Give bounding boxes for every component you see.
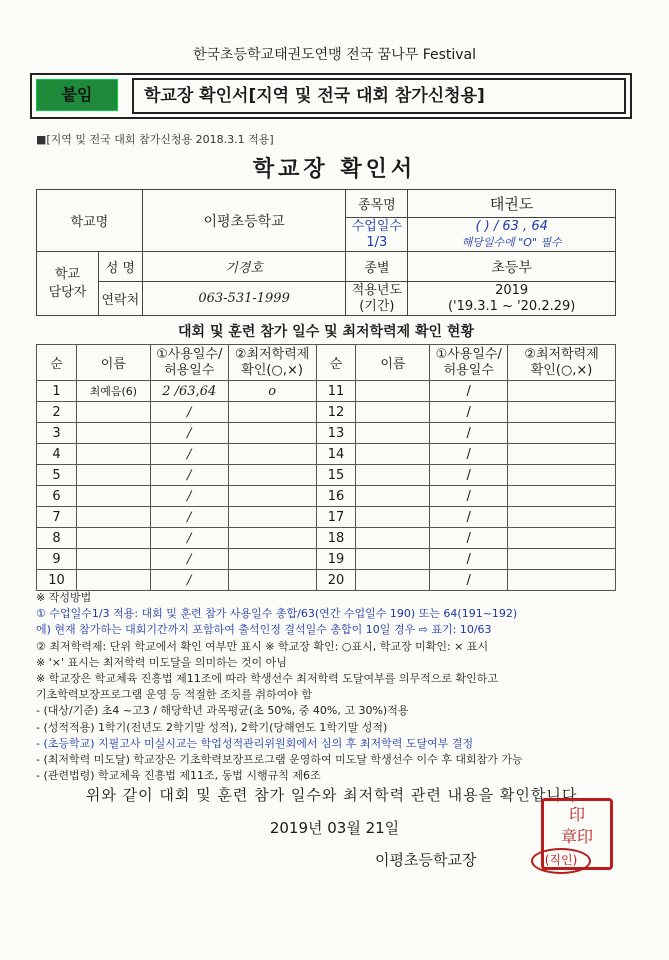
row-name [356, 444, 430, 465]
school-name-label: 학교명 [37, 190, 143, 252]
table-row [37, 528, 616, 549]
row-check [508, 486, 616, 507]
row-name [76, 570, 150, 591]
row-no: 7 [37, 507, 77, 528]
row-no: 18 [316, 528, 356, 549]
row-name [356, 465, 430, 486]
seal-mark: (직인) [531, 848, 591, 874]
row-check [508, 570, 616, 591]
row-days: / [430, 423, 508, 444]
row-check [228, 465, 316, 486]
col-days: ①사용일수/ 허용일수 [150, 345, 228, 381]
row-name [356, 486, 430, 507]
school-info-table [36, 189, 616, 316]
row-name [76, 528, 150, 549]
attachment-badge: 붙임 [36, 79, 118, 111]
year-label-1: 적용년도 [351, 282, 402, 298]
row-check [508, 402, 616, 423]
col-no-right: 순 [316, 345, 356, 381]
row-days: / [150, 402, 228, 423]
row-check [228, 507, 316, 528]
writing-instructions [36, 590, 636, 784]
instruction-line: - (최저학력 미도달) 학교장은 기초학력보장프로그램 운영하여 미도달 학생선수 이수 후 대회참가 가능 [36, 753, 523, 767]
row-no: 15 [316, 465, 356, 486]
row-check [508, 381, 616, 402]
row-no: 10 [37, 570, 77, 591]
row-name [76, 423, 150, 444]
row-name [76, 507, 150, 528]
event-value: 태권도 [408, 190, 616, 218]
row-check [228, 528, 316, 549]
row-no: 3 [37, 423, 77, 444]
status-heading: 대회 및 훈련 참가 일수 및 최저학력제 확인 현황 [178, 324, 474, 340]
table-row [37, 423, 616, 444]
attachment-title: 학교장 확인서[지역 및 전국 대회 참가신청용] [132, 78, 626, 114]
row-no: 1 [37, 381, 77, 402]
school-days-value [408, 218, 616, 252]
table-row [37, 465, 616, 486]
row-days: / [150, 465, 228, 486]
row-days: / [150, 486, 228, 507]
row-name [76, 465, 150, 486]
row-no: 20 [316, 570, 356, 591]
row-name [356, 570, 430, 591]
row-check [508, 528, 616, 549]
row-no: 13 [316, 423, 356, 444]
attachment-header [30, 73, 632, 119]
table-row [37, 570, 616, 591]
name-label: 성 명 [98, 252, 142, 282]
row-no: 11 [316, 381, 356, 402]
festival-title: 한국초등학교태권도연맹 전국 꿈나무 Festival [192, 47, 477, 63]
row-no: 19 [316, 549, 356, 570]
row-check [508, 549, 616, 570]
row-days: / [430, 381, 508, 402]
table-row [37, 549, 616, 570]
instruction-line: - (성적적용) 1학기(전년도 2학기말 성적), 2학기(당해연도 1학기말 성적) [36, 720, 388, 734]
name-value: 기경호 [142, 252, 346, 282]
row-days: / [150, 570, 228, 591]
instruction-line: ② 최저학력제: 단위 학교에서 확인 여부만 표시 ※ 학교장 확인: ○표시, 학교장 미확인: × 표시 [36, 639, 489, 653]
document-title: 학교장 확인서 [252, 157, 417, 182]
row-name [76, 486, 150, 507]
year-label-2: (기간) [359, 298, 395, 314]
manager-label-2: 담당자 [48, 284, 87, 300]
col-name-right: 이름 [356, 345, 430, 381]
table-row [37, 444, 616, 465]
confirmation-statement: 위와 같이 대회 및 훈련 참가 일수와 최저학력 관련 내용을 확인합니다. [85, 786, 584, 804]
row-no: 2 [37, 402, 77, 423]
row-name [76, 402, 150, 423]
row-name [356, 528, 430, 549]
col-min-achievement-right: ②최저학력제 확인(○,×) [508, 345, 616, 381]
table-row [37, 507, 616, 528]
row-days: / [430, 528, 508, 549]
row-days: / [150, 528, 228, 549]
row-check [228, 549, 316, 570]
row-name [356, 381, 430, 402]
row-check [508, 465, 616, 486]
row-check [228, 570, 316, 591]
row-days: / [150, 549, 228, 570]
instruction-line: - (초등학교) 지필고사 미실시교는 학업성적관리위원회에서 심의 후 최저학력 도달여부 결정 [36, 736, 474, 750]
year-value-2: ('19.3.1 ~ '20.2.29) [447, 298, 576, 314]
row-days: / [430, 507, 508, 528]
row-days: / [430, 465, 508, 486]
row-no: 12 [316, 402, 356, 423]
school-days-label-2: 1/3 [366, 234, 388, 250]
row-no: 14 [316, 444, 356, 465]
row-name [76, 444, 150, 465]
col-min-achievement: ②최저학력제 확인(○,×) [228, 345, 316, 381]
table-row [37, 486, 616, 507]
issue-date: 2019년 03월 21일 [269, 819, 400, 837]
table-row [37, 402, 616, 423]
event-label: 종목명 [346, 190, 408, 218]
row-no: 16 [316, 486, 356, 507]
row-name [356, 549, 430, 570]
instruction-line: 에) 현재 참가하는 대회기간까지 포함하여 출석인정 결석일수 총합이 10일 경우 ⇨ 표기: 10/63 [36, 623, 492, 637]
col-no: 순 [37, 345, 77, 381]
row-days: / [430, 402, 508, 423]
manager-label-1: 학교 [54, 266, 80, 282]
row-check: o [228, 381, 316, 402]
school-days-value-2: 해당일수에 "O" 필수 [461, 235, 562, 249]
col-name: 이름 [76, 345, 150, 381]
row-check [508, 444, 616, 465]
instruction-line: 기초학력보장프로그램 운영 등 적절한 조치를 취하여야 함 [36, 688, 313, 702]
row-check [508, 507, 616, 528]
row-no: 4 [37, 444, 77, 465]
row-name [356, 507, 430, 528]
year-label [346, 282, 408, 316]
instruction-line: - (대상/기준) 초4 ~고3 / 해당학년 과목평균(초 50%, 중 40%, 고 30%)적용 [36, 704, 409, 718]
participation-table [36, 344, 616, 591]
contact-label: 연락처 [98, 282, 142, 316]
year-value [408, 282, 616, 316]
row-days: 2 /63,64 [150, 381, 228, 402]
form-note: ■[지역 및 전국 대회 참가신청용 2018.3.1 적용] [36, 133, 274, 146]
row-days: / [430, 549, 508, 570]
official-seal: 印 章印 [541, 798, 613, 870]
principal-name: 이평초등학교장 [375, 851, 477, 869]
row-check [228, 444, 316, 465]
row-name [76, 549, 150, 570]
row-days: / [430, 570, 508, 591]
row-no: 9 [37, 549, 77, 570]
instruction-line: ① 수업일수1/3 적용: 대회 및 훈련 참가 사용일수 총합/63(연간 수업일수 190) 또는 64(191~192) [36, 607, 518, 621]
row-no: 5 [37, 465, 77, 486]
row-no: 6 [37, 486, 77, 507]
col-days-right: ①사용일수/ 허용일수 [430, 345, 508, 381]
row-check [508, 423, 616, 444]
manager-label [37, 252, 99, 316]
instruction-line: - (관련법령) 학교체육 진흥법 제11조, 동법 시행규칙 제6조 [36, 769, 321, 783]
table-row [37, 381, 616, 402]
school-days-value-1: ( ) / 63 , 64 [475, 218, 548, 234]
row-name [356, 423, 430, 444]
instruction-line: ※ 작성방법 [36, 591, 92, 604]
contact-value: 063-531-1999 [142, 282, 346, 316]
school-name-value: 이평초등학교 [142, 190, 346, 252]
row-days: / [150, 507, 228, 528]
row-days: / [430, 486, 508, 507]
category-label: 종별 [346, 252, 408, 282]
instruction-line: ※ '×' 표시는 최저학력 미도달을 의미하는 것이 아님 [36, 655, 287, 669]
row-no: 8 [37, 528, 77, 549]
row-check [228, 423, 316, 444]
participation-header-row [37, 345, 616, 381]
category-value: 초등부 [408, 252, 616, 282]
row-check [228, 486, 316, 507]
row-no: 17 [316, 507, 356, 528]
year-value-1: 2019 [495, 282, 529, 298]
row-days: / [430, 444, 508, 465]
row-check [228, 402, 316, 423]
instruction-line: ※ 학교장은 학교체육 진흥법 제11조에 따라 학생선수 최저학력 도달여부를 의무적으로 확인하고 [36, 672, 498, 686]
row-name: 최예음(6) [76, 381, 150, 402]
school-days-label [346, 218, 408, 252]
row-days: / [150, 423, 228, 444]
school-days-label-1: 수업일수 [351, 218, 402, 234]
row-days: / [150, 444, 228, 465]
row-name [356, 402, 430, 423]
